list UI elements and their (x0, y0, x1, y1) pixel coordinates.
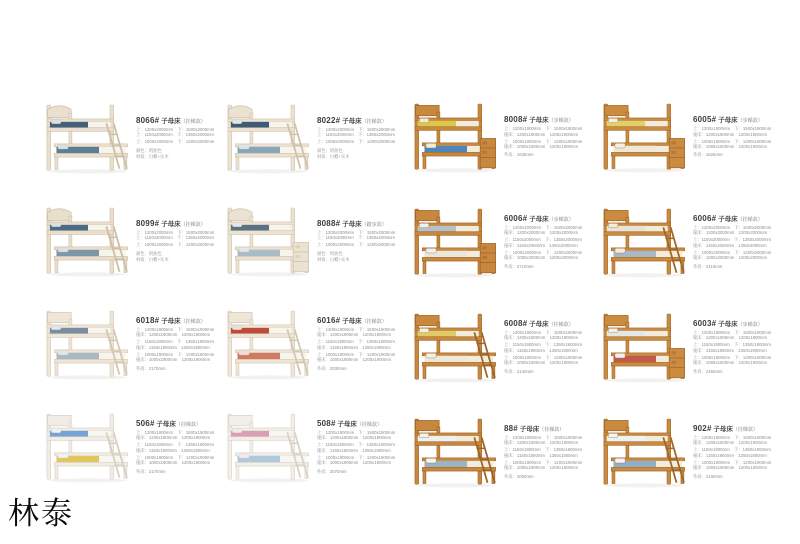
note-line: 外高：2710mm (504, 263, 534, 269)
product-info (313, 219, 396, 263)
product-card (44, 189, 215, 292)
product-info (500, 214, 591, 270)
spec-line: 上：1150x1900mm 下：1350x1900mm (136, 339, 215, 345)
note-line: 外高：2170mm (136, 468, 166, 474)
spec-line: 拖床：1000x2000mm 1200x2000mm (504, 255, 579, 261)
product-notes (693, 474, 780, 480)
spec-line: 拖床：1000x1900mm 1200x1900mm (504, 360, 579, 366)
spec-line: 上：1200x1900mm 下：1500x1900mm (136, 430, 215, 436)
bunk-bed-image (412, 90, 500, 184)
note-line: 外高：2030mm (317, 365, 347, 371)
spec-line: 上：1200x1900mm 下：1500x1900mm (317, 430, 396, 436)
product-style-tag: （踏步款） (361, 221, 387, 228)
spec-line: 拖床：1000x1900mm 1200x1900mm (136, 357, 211, 363)
spec-line: 拖床：1200x1900mm 1200x1900mm (693, 335, 768, 341)
product-model: 6005# (693, 114, 717, 124)
product-notes (504, 369, 591, 375)
product-style-tag: （挂梯款） (548, 321, 574, 328)
spec-line: 上：1200x2000mm 下：1500x2000mm (693, 225, 772, 231)
note-line: 外高：2140mm (504, 368, 534, 374)
product-name: 子母床 (519, 425, 540, 433)
spec-line: 上：1000x1900mm 下：1200x1900mm (136, 454, 215, 460)
spec-line: 上：1000x1900mm 下：1200x1900mm (317, 351, 396, 357)
note-line: 外高：1626mm (693, 152, 723, 158)
product-specs (504, 225, 591, 261)
product-notes (317, 148, 396, 160)
product-info (689, 319, 780, 375)
spec-line: 拖床：1150x1900mm 1350x1900mm (136, 447, 210, 453)
spec-line: 上：1150x2000mm 下：1350x2000mm (136, 132, 215, 138)
note-line: 外高：2450mm (693, 368, 723, 374)
product-style-tag: （步梯款） (548, 216, 574, 223)
spec-line: 拖床：1000x1900mm 1200x1900mm (136, 460, 211, 466)
product-title (504, 115, 591, 124)
product-specs (136, 230, 215, 248)
spec-line: 上：1000x1900mm 下：1200x1900mm (504, 138, 583, 144)
spec-line: 拖床：1200x1900mm 1200x1900mm (136, 332, 211, 338)
product-specs (504, 126, 591, 149)
note-line: 外高：2070mm (317, 468, 347, 474)
spec-line: 上：1200x1900mm 下：1500x1900mm (504, 330, 583, 336)
product-name: 子母床 (161, 317, 181, 325)
product-title (693, 424, 780, 433)
spec-line: 拖床：1150x1900mm 1350x1900mm (504, 452, 578, 458)
product-name: 子母床 (718, 116, 738, 124)
product-style-tag: （挂梯款） (356, 421, 382, 428)
note-line: 外高：2170mm (136, 365, 166, 371)
product-title (317, 116, 396, 125)
spec-line: 上：1000x1900mm 下：1200x1900mm (504, 459, 583, 465)
spec-line: 上：1000x2000mm 下：1200x2000mm (504, 249, 583, 255)
bunk-bed-image (44, 400, 132, 494)
bunk-bed-image (225, 91, 313, 185)
note-line: 材质：白蜡+实木 (317, 153, 350, 159)
product-info (689, 214, 780, 270)
product-model: 88# (504, 423, 518, 433)
spec-line: 上：1000x2000mm 下：1200x2000mm (136, 139, 215, 145)
product-notes (136, 366, 215, 372)
product-card (412, 399, 591, 504)
product-notes (693, 369, 780, 375)
catalog-right-page (412, 84, 780, 504)
spec-line: 拖床：1200x2000mm 1200x2000mm (504, 230, 579, 236)
spec-line: 拖床：1150x1900mm 1350x1900mm (317, 447, 391, 453)
product-card (412, 294, 591, 399)
spec-line: 拖床：1150x1900mm 1350x1900mm (693, 452, 767, 458)
spec-line: 上：1000x1900mm 下：1200x1900mm (317, 454, 396, 460)
product-title (317, 219, 396, 228)
product-title (693, 115, 780, 124)
product-info (500, 424, 591, 480)
spec-line: 拖床：1000x1900mm 1200x1900mm (317, 357, 392, 363)
product-name: 子母床 (161, 220, 181, 228)
product-card (44, 292, 215, 395)
product-name: 子母床 (529, 320, 549, 328)
spec-line: 上：1150x1900mm 下：1350x1900mm (317, 442, 396, 448)
product-model: 902# (693, 423, 712, 433)
note-line: 材质：白蜡+实木 (317, 256, 350, 262)
product-info (500, 115, 591, 159)
spec-line: 拖床：1000x1900mm 1200x1900mm (504, 465, 579, 471)
spec-line: 拖床：1200x1900mm 1200x1900mm (693, 440, 768, 446)
product-specs (693, 435, 780, 471)
product-title (136, 316, 215, 325)
spec-line: 拖床：1200x1900mm 1200x1900mm (693, 131, 768, 137)
note-line: 材质：白蜡+实木 (136, 256, 169, 262)
product-style-tag: （挂梯款） (180, 318, 206, 325)
product-notes (693, 264, 780, 270)
product-model: 8088# (317, 218, 341, 228)
note-line: 外高：2110mm (693, 263, 723, 269)
product-card (44, 86, 215, 189)
bunk-bed-image (225, 400, 313, 494)
spec-line: 拖床：1150x1900mm 1350x1900mm (136, 344, 210, 350)
product-title (504, 424, 591, 433)
product-card (601, 294, 780, 399)
spec-line: 上：1200x1900mm 下：1500x1900mm (693, 330, 772, 336)
product-name: 子母床 (529, 116, 549, 124)
product-title (136, 219, 215, 228)
note-line: 外高：2180mm (693, 473, 723, 479)
product-info (132, 116, 215, 160)
product-style-tag: （步梯款） (737, 117, 763, 124)
product-info (689, 115, 780, 159)
product-specs (504, 330, 591, 366)
product-notes (317, 366, 396, 372)
spec-line: 上：1200x1900mm 下：1500x1900mm (504, 435, 583, 441)
product-notes (504, 152, 591, 158)
spec-line: 上：1000x1900mm 下：1200x1900mm (693, 354, 772, 360)
product-specs (317, 327, 396, 363)
product-card (225, 292, 396, 395)
product-info (500, 319, 591, 375)
spec-line: 上：1000x2000mm 下：1200x2000mm (136, 242, 215, 248)
product-notes (136, 148, 215, 160)
bunk-bed-image (601, 90, 689, 184)
product-name: 子母床 (342, 117, 362, 125)
spec-line: 上：1150x1900mm 下：1350x1900mm (693, 447, 772, 453)
product-specs (136, 430, 215, 466)
bunk-bed-image (44, 194, 132, 288)
product-specs (317, 230, 396, 248)
product-title (136, 419, 215, 428)
product-card (225, 189, 396, 292)
product-info (689, 424, 780, 480)
spec-line: 拖床：1000x1900mm 1200x1900mm (693, 144, 768, 150)
spec-line: 上：1150x1900mm 下：1350x1900mm (504, 447, 583, 453)
spec-line: 拖床：1150x1900mm 1350x1900mm (317, 344, 391, 350)
product-card (44, 395, 215, 498)
product-card (601, 84, 780, 189)
product-info (132, 419, 215, 475)
product-model: 506# (136, 418, 155, 428)
spec-line: 上：1000x1900mm 下：1200x1900mm (136, 351, 215, 357)
product-name: 子母床 (342, 220, 362, 228)
product-name: 子母床 (342, 317, 362, 325)
product-title (504, 319, 591, 328)
product-title (504, 214, 591, 223)
spec-line: 拖床：1200x1900mm 1200x1900mm (504, 440, 579, 446)
product-model: 6006# (693, 213, 717, 223)
spec-line: 上：1000x2000mm 下：1200x2000mm (693, 249, 772, 255)
product-model: 6006# (504, 213, 528, 223)
product-style-tag: （步梯款） (548, 117, 574, 124)
spec-line: 拖床：1200x1900mm 1200x1900mm (317, 435, 392, 441)
product-info (132, 219, 215, 263)
product-style-tag: （挂梯款） (539, 426, 565, 433)
product-title (693, 319, 780, 328)
product-specs (136, 127, 215, 145)
spec-line: 拖床：1200x1900mm 1200x1900mm (317, 332, 392, 338)
bunk-bed-image (412, 300, 500, 394)
product-specs (317, 127, 396, 145)
spec-line: 上：1150x1900mm 下：1350x1900mm (317, 339, 396, 345)
note-line: 外高：2060mm (504, 473, 534, 479)
product-style-tag: （挂梯款） (180, 221, 206, 228)
product-name: 子母床 (161, 117, 181, 125)
product-style-tag: （挂梯款） (361, 318, 387, 325)
product-model: 8022# (317, 115, 341, 125)
product-model: 508# (317, 418, 336, 428)
bunk-bed-image (412, 195, 500, 289)
product-title (136, 116, 215, 125)
spec-line: 上：1150x1900mm 下：1350x1900mm (136, 442, 215, 448)
product-model: 6003# (693, 318, 717, 328)
product-name: 子母床 (156, 420, 176, 428)
spec-line: 上：1200x1900mm 下：1500x1900mm (317, 327, 396, 333)
note-line: 材质：白蜡+实木 (136, 153, 169, 159)
product-card (225, 395, 396, 498)
spec-line: 上：1000x1900mm 下：1200x1900mm (693, 138, 772, 144)
product-style-tag: （挂梯款） (180, 118, 206, 125)
product-model: 6018# (136, 315, 160, 325)
product-style-tag: （挂梯款） (175, 421, 201, 428)
product-model: 6008# (504, 318, 528, 328)
product-name: 子母床 (718, 215, 738, 223)
spec-line: 拖床：1000x1900mm 1200x1900mm (693, 465, 768, 471)
product-style-tag: （挂梯款） (361, 118, 387, 125)
spec-line: 上：1200x2000mm 下：1500x2000mm (136, 127, 215, 133)
spec-line: 上：1200x2000mm 下：1500x2000mm (317, 127, 396, 133)
bunk-bed-image (225, 194, 313, 288)
product-notes (504, 264, 591, 270)
product-name: 子母床 (337, 420, 357, 428)
product-style-tag: （步梯款） (737, 321, 763, 328)
note-line: 颜色：奶油色 (317, 147, 343, 153)
spec-line: 拖床：1150x2000mm 1350x2000mm (504, 242, 578, 248)
product-card (412, 84, 591, 189)
product-model: 6016# (317, 315, 341, 325)
bunk-bed-image (412, 405, 500, 499)
bunk-bed-image (601, 405, 689, 499)
bunk-bed-image (44, 91, 132, 185)
spec-line: 拖床：1150x1900mm 1350x1900mm (693, 347, 767, 353)
spec-line: 上：1150x1900mm 下：1350x1900mm (693, 342, 772, 348)
product-title (693, 214, 780, 223)
spec-line: 拖床：1200x1900mm 1200x1900mm (504, 335, 579, 341)
product-notes (317, 469, 396, 475)
spec-line: 拖床：1200x1900mm 1200x1900mm (504, 131, 579, 137)
product-card (225, 86, 396, 189)
product-specs (136, 327, 215, 363)
product-title (317, 316, 396, 325)
product-notes (136, 469, 215, 475)
spec-line: 上：1150x2000mm 下：1350x2000mm (317, 132, 396, 138)
spec-line: 拖床：1150x2000mm 1350x2000mm (693, 242, 767, 248)
spec-line: 上：1200x1900mm 下：1500x1900mm (693, 435, 772, 441)
product-specs (693, 330, 780, 366)
product-specs (504, 435, 591, 471)
product-info (132, 316, 215, 372)
spec-line: 拖床：1000x1900mm 1200x1900mm (504, 144, 579, 150)
spec-line: 拖床：1200x1900mm 1200x1900mm (136, 435, 211, 441)
spec-line: 上：1000x2000mm 下：1200x2000mm (317, 242, 396, 248)
bunk-bed-image (225, 297, 313, 391)
bunk-bed-image (601, 195, 689, 289)
product-style-tag: （挂梯款） (737, 216, 763, 223)
spec-line: 拖床：1200x2000mm 1200x2000mm (693, 230, 768, 236)
catalog-left-page (44, 86, 396, 498)
note-line: 颜色：奶油色 (136, 250, 162, 256)
spec-line: 上：1000x1900mm 下：1200x1900mm (504, 354, 583, 360)
spec-line: 上：1000x1900mm 下：1200x1900mm (693, 459, 772, 465)
product-specs (317, 430, 396, 466)
product-notes (136, 251, 215, 263)
spec-line: 上：1150x1900mm 下：1350x1900mm (504, 342, 583, 348)
spec-line: 上：1200x2000mm 下：1500x2000mm (504, 225, 583, 231)
spec-line: 上：1200x2000mm 下：1500x2000mm (136, 230, 215, 236)
product-notes (504, 474, 591, 480)
product-notes (693, 152, 780, 158)
product-card (601, 399, 780, 504)
product-notes (317, 251, 396, 263)
bunk-bed-image (601, 300, 689, 394)
product-name: 子母床 (529, 215, 549, 223)
product-model: 8008# (504, 114, 528, 124)
spec-line: 拖床：1000x1900mm 1200x1900mm (693, 360, 768, 366)
product-name: 子母床 (713, 425, 733, 433)
spec-line: 上：1200x1900mm 下：1500x1900mm (504, 126, 583, 132)
spec-line: 上：1150x2000mm 下：1350x2000mm (504, 237, 583, 243)
spec-line: 上：1150x2000mm 下：1350x2000mm (693, 237, 772, 243)
spec-line: 拖床：1000x2000mm 1200x2000mm (693, 255, 768, 261)
note-line: 外高：1636mm (504, 152, 534, 158)
product-style-tag: （挂梯款） (732, 426, 758, 433)
product-card (601, 189, 780, 294)
product-info (313, 419, 396, 475)
product-info (313, 116, 396, 160)
spec-line: 上：1000x2000mm 下：1200x2000mm (317, 139, 396, 145)
spec-line: 上：1200x2000mm 下：1500x2000mm (317, 230, 396, 236)
bunk-bed-image (44, 297, 132, 391)
spec-line: 拖床：1150x1900mm 1350x1900mm (504, 347, 578, 353)
brand-logo: 林泰 (8, 496, 74, 532)
spec-line: 上：1150x2000mm 下：1350x2000mm (317, 235, 396, 241)
spec-line: 上：1200x1900mm 下：1500x1900mm (136, 327, 215, 333)
product-model: 8099# (136, 218, 160, 228)
note-line: 颜色：奶油色 (317, 250, 343, 256)
product-model: 8066# (136, 115, 160, 125)
note-line: 颜色：奶油色 (136, 147, 162, 153)
spec-line: 上：1200x1900mm 下：1500x1900mm (693, 126, 772, 132)
product-specs (693, 225, 780, 261)
product-card (412, 189, 591, 294)
product-title (317, 419, 396, 428)
product-specs (693, 126, 780, 149)
spec-line: 上：1150x2000mm 下：1350x2000mm (136, 235, 215, 241)
product-info (313, 316, 396, 372)
spec-line: 拖床：1000x1900mm 1200x1900mm (317, 460, 392, 466)
product-name: 子母床 (718, 320, 738, 328)
